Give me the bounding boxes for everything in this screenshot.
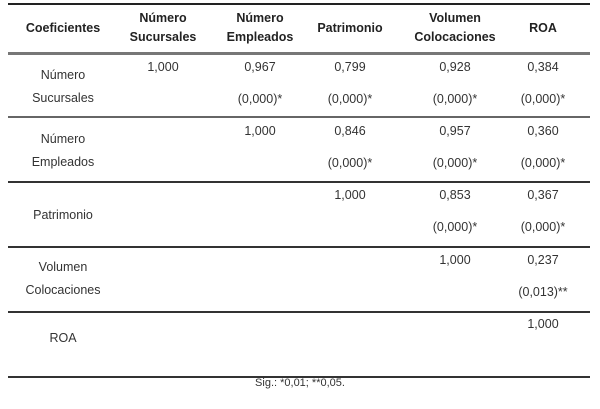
- cell: [498, 185, 588, 237]
- row-label: [8, 256, 118, 302]
- cell-value: 0,967: [244, 60, 276, 74]
- cell-value: [113, 121, 213, 141]
- cell-pvalue: [300, 282, 400, 302]
- row-label-line: Colocaciones: [25, 283, 101, 297]
- header-text: Empleados: [226, 30, 294, 44]
- cell-pvalue: [113, 282, 213, 302]
- header-text: Colocaciones: [414, 30, 496, 44]
- cell: [210, 185, 310, 237]
- cell-value: [210, 250, 310, 270]
- row-label: [8, 204, 118, 227]
- header-text: Patrimonio: [317, 20, 383, 35]
- row-rule: [8, 181, 590, 183]
- cell: [210, 250, 310, 302]
- cell-value: 1,000: [334, 188, 366, 202]
- cell: [113, 121, 213, 173]
- cell: [210, 57, 310, 109]
- cell: [300, 185, 400, 237]
- cell-pvalue: [210, 217, 310, 237]
- cell-pvalue: (0,000)*: [327, 92, 373, 106]
- header-text: ROA: [529, 20, 557, 35]
- cell-value: 1,000: [527, 317, 559, 331]
- cell: [400, 185, 510, 237]
- header-text: Volumen: [429, 11, 481, 25]
- cell: [210, 121, 310, 173]
- cell-value: [113, 314, 213, 334]
- cell-pvalue: (0,000)*: [432, 220, 478, 234]
- table-row-patrimonio: [8, 184, 590, 246]
- cell-value: 1,000: [439, 253, 471, 267]
- header-numero-sucursales: [113, 5, 213, 51]
- table-header-row: [8, 5, 590, 53]
- header-numero-empleados: [210, 5, 310, 51]
- row-label-line: Patrimonio: [33, 208, 93, 222]
- header-text: Sucursales: [129, 30, 197, 44]
- cell-pvalue: (0,000)*: [237, 92, 283, 106]
- cell-value: 0,853: [439, 188, 471, 202]
- cell-value: 0,928: [439, 60, 471, 74]
- cell-value: [210, 314, 310, 334]
- cell: [400, 250, 510, 302]
- cell-pvalue: (0,000)*: [520, 220, 566, 234]
- cell-pvalue: (0,000)*: [520, 156, 566, 170]
- cell-pvalue: (0,000)*: [432, 156, 478, 170]
- cell-value: 0,384: [527, 60, 559, 74]
- cell-value: 0,957: [439, 124, 471, 138]
- cell: [498, 314, 588, 334]
- table-row-numero-empleados: [8, 119, 590, 181]
- cell: [210, 314, 310, 334]
- cell: [400, 314, 510, 334]
- row-rule: [8, 246, 590, 248]
- cell-pvalue: (0,000)*: [520, 92, 566, 106]
- cell-pvalue: (0,000)*: [432, 92, 478, 106]
- cell-value: 0,360: [527, 124, 559, 138]
- cell-value: 0,367: [527, 188, 559, 202]
- cell-value: [210, 185, 310, 205]
- table-row-volumen-colocaciones: [8, 249, 590, 311]
- table-row-roa: [8, 314, 590, 376]
- row-label: [8, 327, 118, 350]
- cell-pvalue: [210, 153, 310, 173]
- cell: [113, 57, 213, 109]
- cell: [300, 57, 400, 109]
- cell: [300, 250, 400, 302]
- row-label-line: Sucursales: [32, 91, 94, 105]
- cell-value: [400, 314, 510, 334]
- cell: [113, 314, 213, 334]
- cell: [400, 57, 510, 109]
- cell-pvalue: [113, 153, 213, 173]
- cell-value: 0,237: [527, 253, 559, 267]
- cell: [113, 185, 213, 237]
- cell: [113, 250, 213, 302]
- header-roa: [498, 5, 588, 51]
- row-rule: [8, 116, 590, 118]
- cell: [498, 57, 588, 109]
- row-label: [8, 128, 118, 174]
- cell-value: [300, 314, 400, 334]
- cell-value: 0,846: [334, 124, 366, 138]
- cell-pvalue: (0,000)*: [327, 156, 373, 170]
- significance-note: Sig.: *0,01; **0,05.: [255, 377, 345, 389]
- table-row-numero-sucursales: [8, 55, 590, 117]
- row-label-line: Empleados: [31, 155, 95, 169]
- row-label: [8, 64, 118, 110]
- header-text: Número: [139, 11, 187, 25]
- row-label-line: Número: [40, 68, 86, 82]
- row-label-line: ROA: [49, 331, 77, 345]
- cell-value: 0,799: [334, 60, 366, 74]
- cell: [498, 250, 588, 302]
- cell: [300, 121, 400, 173]
- cell-value: 1,000: [244, 124, 276, 138]
- header-text: Coeficientes: [25, 20, 101, 35]
- header-coeficientes: [8, 5, 118, 51]
- cell-pvalue: [113, 89, 213, 109]
- header-patrimonio: [300, 5, 400, 51]
- cell-value: [113, 185, 213, 205]
- cell-value: [300, 250, 400, 270]
- cell-pvalue: [300, 217, 400, 237]
- row-label-line: Número: [40, 132, 86, 146]
- cell: [300, 314, 400, 334]
- row-label-line: Volumen: [38, 260, 88, 274]
- header-text: Número: [236, 11, 284, 25]
- header-volumen-colocaciones: [400, 5, 510, 51]
- cell-pvalue: [113, 217, 213, 237]
- row-rule: [8, 311, 590, 313]
- cell: [400, 121, 510, 173]
- cell-value: 1,000: [147, 60, 179, 74]
- cell-value: [113, 250, 213, 270]
- cell-pvalue: [400, 282, 510, 302]
- cell-pvalue: [210, 282, 310, 302]
- cell-pvalue: (0,013)**: [518, 285, 568, 299]
- cell: [498, 121, 588, 173]
